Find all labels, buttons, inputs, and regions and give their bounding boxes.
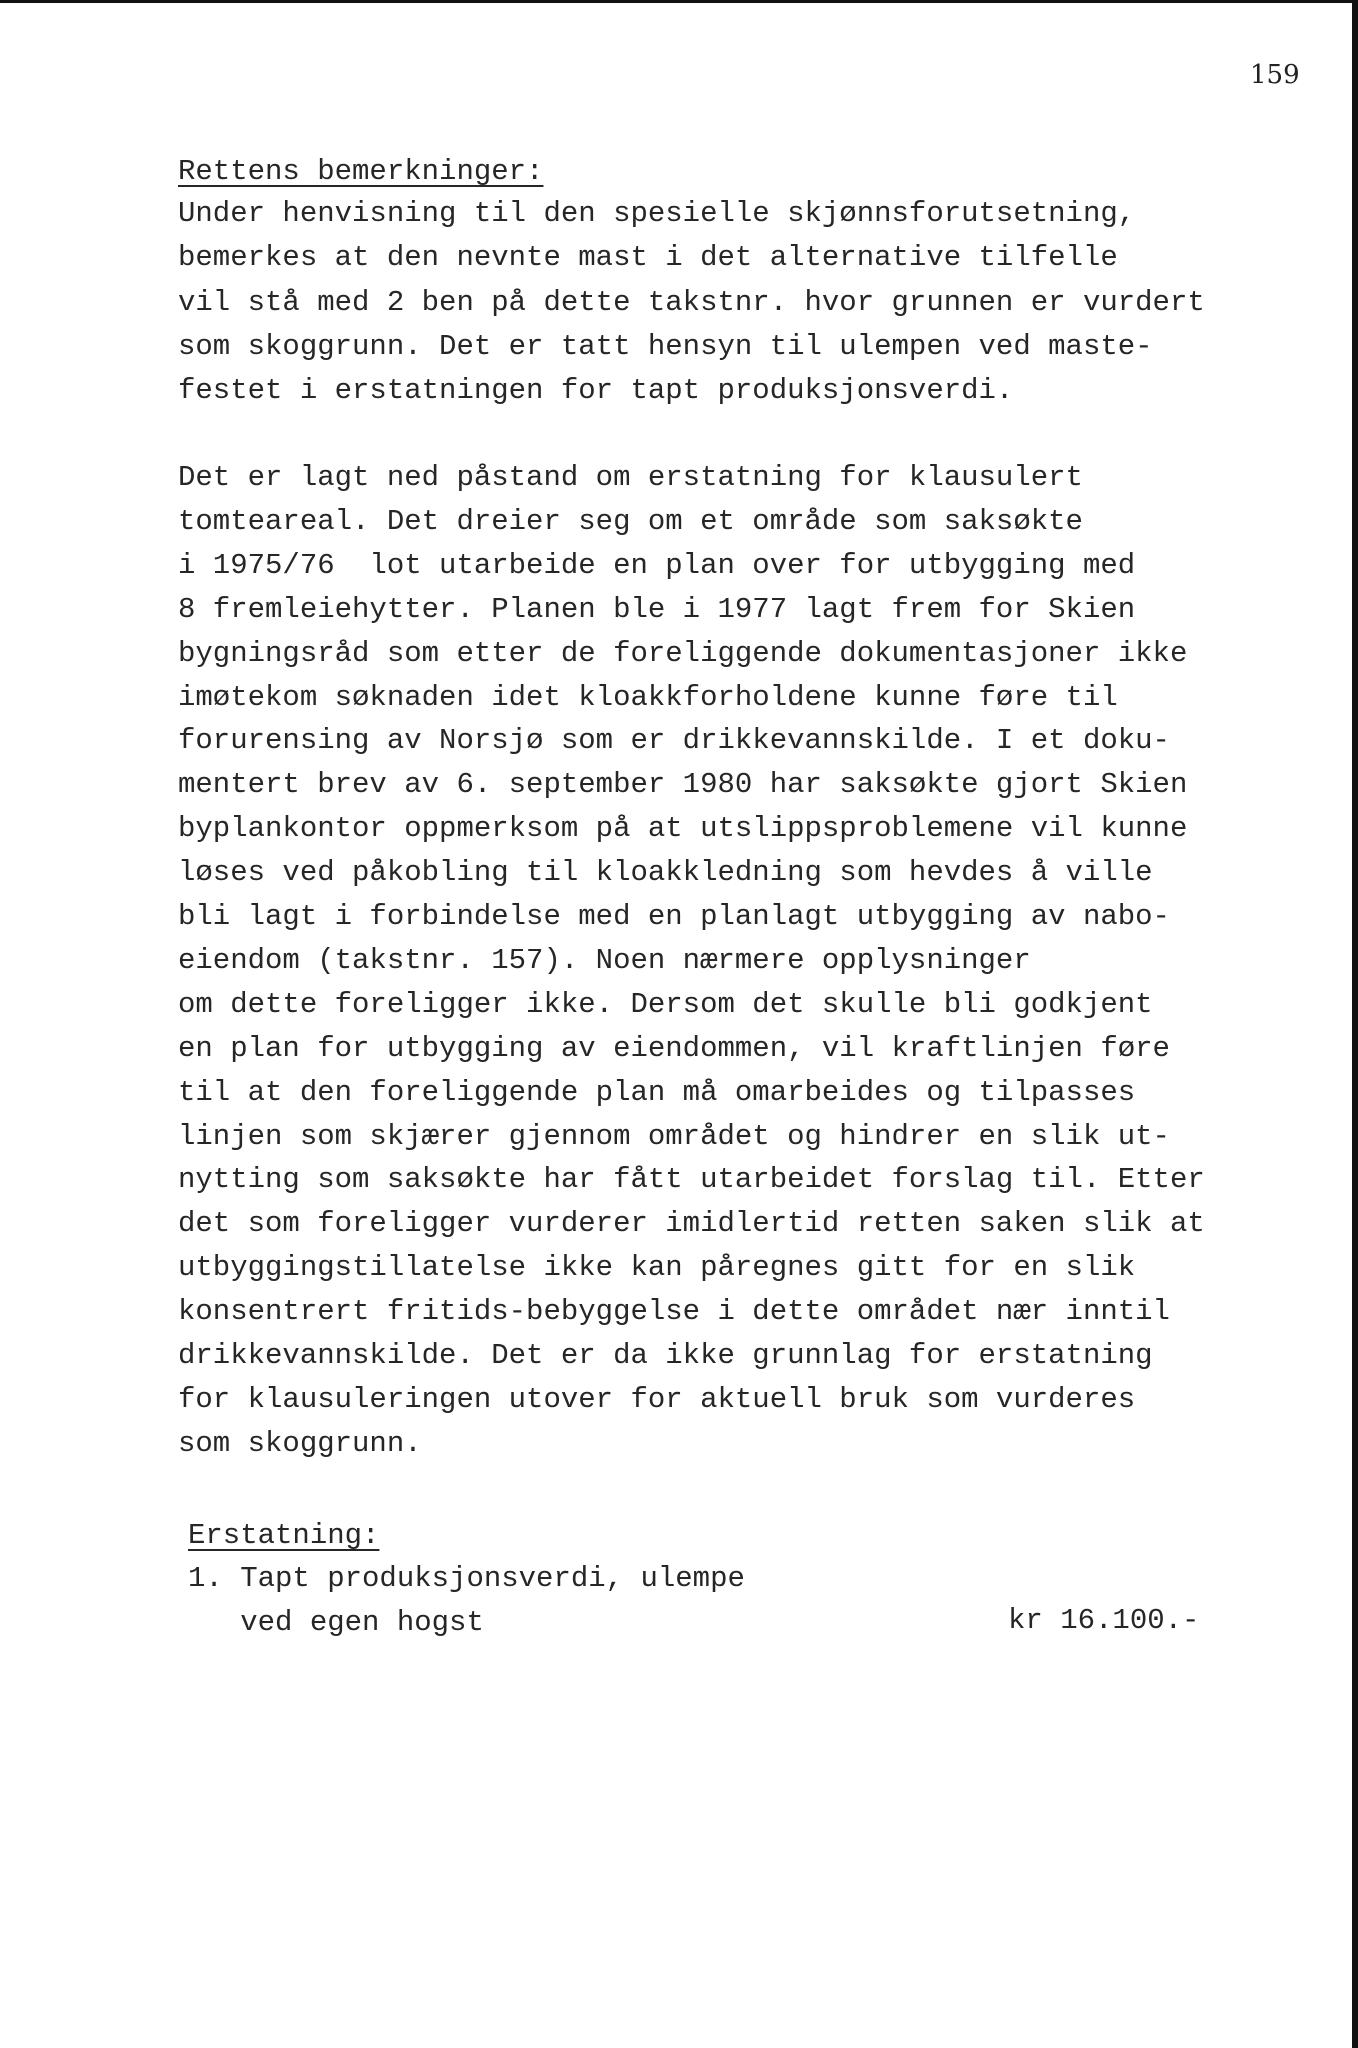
text-line: linjen som skjærer gjennom området og hindrer en slik ut- bbox=[178, 1119, 1170, 1153]
text-line: som skoggrunn. Det er tatt hensyn til ulempen ved maste- bbox=[178, 329, 1153, 363]
page-number: 159 bbox=[1250, 60, 1300, 90]
text-line: festet i erstatningen for tapt produksjonsverdi. bbox=[178, 374, 1014, 408]
text-line: byplankontor oppmerksom på at utslippsproblemene vil kunne bbox=[178, 812, 1188, 846]
section-heading-rettens-bemerkninger: Rettens bemerkninger: bbox=[178, 155, 544, 188]
text-line: Det er lagt ned påstand om erstatning for klausulert bbox=[178, 461, 1083, 494]
scan-edge-right bbox=[1352, 0, 1358, 2048]
text-line: utbyggingstillatelse ikke kan påregnes gitt for en slik bbox=[178, 1251, 1136, 1285]
scan-edge-top bbox=[0, 0, 1358, 3]
text-line: eiendom (takstnr. 157). Noen nærmere opplysninger bbox=[178, 943, 1031, 977]
text-line: det som foreligger vurderer imidlertid retten saken slik at bbox=[178, 1207, 1205, 1241]
text-line: 8 fremleiehytter. Planen ble i 1977 lagt frem for Skien bbox=[178, 592, 1136, 626]
text-line: Under henvisning til den spesielle skjønnsforutsetning, bbox=[178, 197, 1136, 230]
compensation-item-line1: 1. Tapt produksjonsverdi, ulempe bbox=[188, 1562, 745, 1595]
text-line: bemerkes at den nevnte mast i det alternative tilfelle bbox=[178, 241, 1118, 275]
text-line: i 1975/76 lot utarbeide en plan over for utbygging med bbox=[178, 548, 1136, 582]
text-line: om dette foreligger ikke. Dersom det skulle bli godkjent bbox=[178, 987, 1153, 1021]
text-line: imøtekom søknaden idet kloakkforholdene kunne føre til bbox=[178, 680, 1118, 714]
text-line: konsentrert fritids-bebyggelse i dette området nær inntil bbox=[178, 1295, 1170, 1329]
text-line: nytting som saksøkte har fått utarbeidet forslag til. Etter bbox=[178, 1163, 1205, 1197]
compensation-amount: kr 16.100.- bbox=[1008, 1604, 1200, 1637]
text-line: bygningsråd som etter de foreliggende dokumentasjoner ikke bbox=[178, 636, 1188, 670]
text-line: bli lagt i forbindelse med en planlagt utbygging av nabo- bbox=[178, 900, 1170, 933]
text-line: vil stå med 2 ben på dette takstnr. hvor grunnen er vurdert bbox=[178, 285, 1205, 319]
section-heading-erstatning: Erstatning: bbox=[188, 1519, 380, 1552]
text-line: som skoggrunn. bbox=[178, 1426, 422, 1460]
text-line: mentert brev av 6. september 1980 har saksøkte gjort Skien bbox=[178, 768, 1188, 802]
text-line: en plan for utbygging av eiendommen, vil kraftlinjen føre bbox=[178, 1031, 1170, 1065]
compensation-item-line2: ved egen hogst bbox=[188, 1606, 484, 1639]
text-line: forurensing av Norsjø som er drikkevannskilde. I et doku- bbox=[178, 724, 1170, 758]
text-line: tomteareal. Det dreier seg om et område som saksøkte bbox=[178, 504, 1083, 538]
text-line: for klausuleringen utover for aktuell bruk som vurderes bbox=[178, 1382, 1136, 1416]
text-line: til at den foreliggende plan må omarbeides og tilpasses bbox=[178, 1075, 1136, 1109]
text-line: drikkevannskilde. Det er da ikke grunnlag for erstatning bbox=[178, 1339, 1153, 1372]
text-line: løses ved påkobling til kloakkledning som hevdes å ville bbox=[178, 856, 1153, 890]
